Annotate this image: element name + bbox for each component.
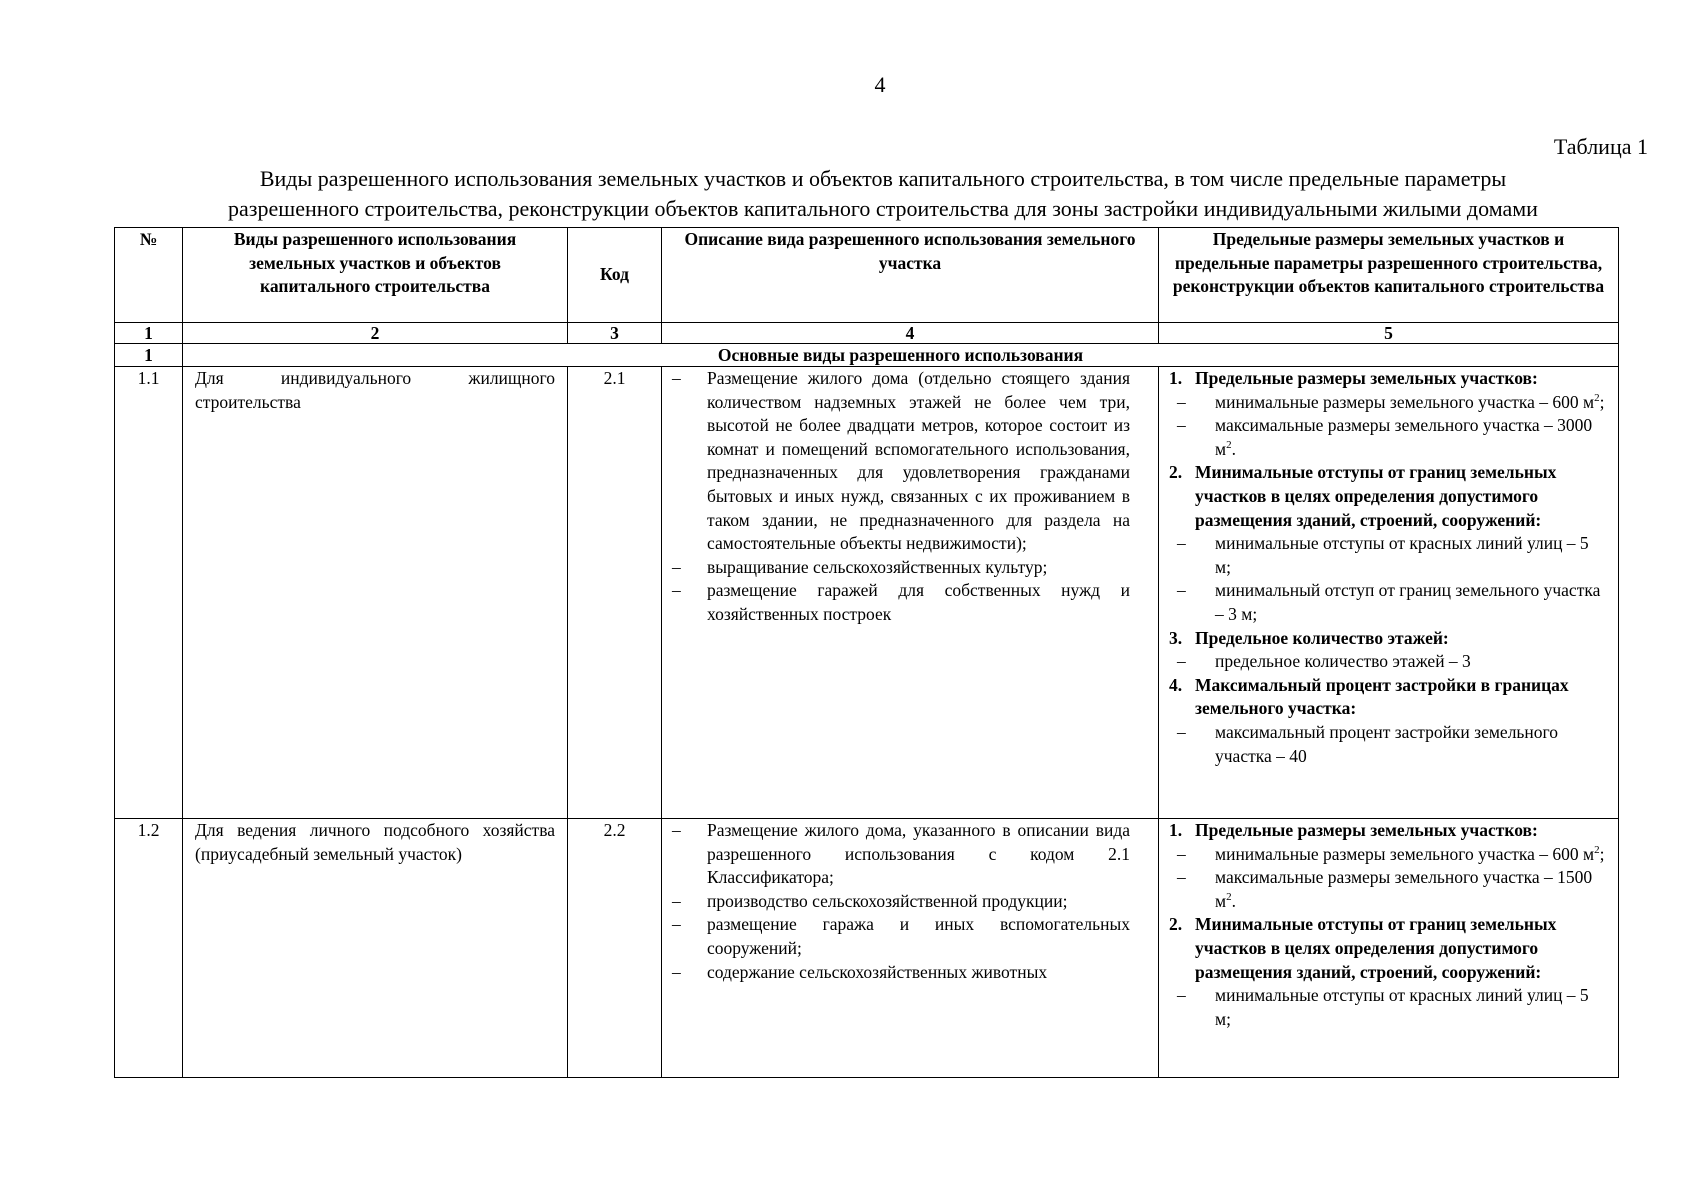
column-number: 1 bbox=[115, 323, 183, 344]
limits-item bbox=[1169, 721, 1612, 768]
dash-mark: – bbox=[672, 820, 681, 840]
header-description: Описание вида разрешенного использования земельного участка bbox=[662, 228, 1159, 323]
heading-number: 1. bbox=[1169, 820, 1183, 840]
dash-mark: – bbox=[1177, 985, 1186, 1006]
column-number-row bbox=[115, 323, 1619, 344]
table-label: Таблица 1 bbox=[1553, 134, 1648, 159]
limits-heading bbox=[1169, 367, 1612, 391]
header-num: № bbox=[115, 228, 183, 323]
table-header-row bbox=[115, 228, 1619, 323]
row-code: 2.1 bbox=[568, 367, 662, 819]
description-text: размещение гаражей для собственных нужд и хозяйственных построек bbox=[707, 580, 1130, 624]
dash-mark: – bbox=[672, 914, 681, 935]
section-row bbox=[115, 344, 1619, 367]
column-number: 4 bbox=[662, 323, 1159, 344]
column-number: 5 bbox=[1159, 323, 1619, 344]
column-number: 3 bbox=[568, 323, 662, 344]
heading-text: Предельные размеры земельных участков: bbox=[1195, 368, 1538, 388]
description-text: содержание сельскохозяйственных животных bbox=[707, 961, 1048, 982]
dash-mark: – bbox=[1177, 721, 1186, 742]
row-description bbox=[662, 819, 1159, 1078]
header-limits: Предельные размеры земельных участков и предельные параметры разрешенного строительства, реконструкции объектов капитального строительства bbox=[1159, 228, 1619, 323]
dash-mark: – bbox=[1177, 391, 1186, 412]
dash-mark: – bbox=[1177, 580, 1186, 601]
limits-list bbox=[1169, 819, 1612, 1031]
heading-text: Минимальные отступы от границ земельных участков в целях определения допустимого размещения зданий, строений, сооружений: bbox=[1195, 462, 1557, 530]
row-code: 2.2 bbox=[568, 819, 662, 1078]
limits-item bbox=[1169, 843, 1612, 867]
row-limits bbox=[1159, 367, 1619, 819]
table-row bbox=[115, 819, 1619, 1078]
list-item bbox=[666, 819, 1150, 890]
item-text: минимальные размеры земельного участка – 600 м bbox=[1215, 843, 1595, 864]
list-item bbox=[666, 890, 1150, 914]
row-kind: Для ведения личного подсобного хозяйства (приусадебный земельный участок) bbox=[183, 819, 568, 1078]
dash-mark: – bbox=[1177, 651, 1186, 672]
item-text: максимальные размеры земельного участка – 3000 м bbox=[1215, 415, 1593, 459]
heading-number: 2. bbox=[1169, 462, 1183, 483]
dash-mark: – bbox=[672, 368, 681, 388]
limits-heading bbox=[1169, 913, 1612, 984]
row-description bbox=[662, 367, 1159, 819]
item-text: минимальные отступы от красных линий улиц – 5 м; bbox=[1215, 533, 1589, 577]
dash-mark: – bbox=[1177, 867, 1186, 888]
dash-mark: – bbox=[1177, 415, 1186, 436]
limits-heading bbox=[1169, 819, 1612, 843]
list-item bbox=[666, 556, 1150, 580]
item-text: предельное количество этажей – 3 bbox=[1215, 651, 1471, 672]
punct: ; bbox=[1599, 843, 1605, 864]
dash-mark: – bbox=[1177, 843, 1186, 864]
item-text: максимальные размеры земельного участка – 1500 м bbox=[1215, 867, 1593, 911]
heading-text: Предельные размеры земельных участков: bbox=[1195, 820, 1538, 840]
title-line-1: Виды разрешенного использования земельных участков и объектов капитального строительства, в том числе предельные параметры bbox=[259, 166, 1507, 191]
heading-text: Минимальные отступы от границ земельных участков в целях определения допустимого размещения зданий, строений, сооружений: bbox=[1195, 914, 1557, 982]
punct: . bbox=[1231, 890, 1236, 911]
limits-item bbox=[1169, 579, 1612, 626]
section-title: Основные виды разрешенного использования bbox=[183, 344, 1619, 367]
dash-mark: – bbox=[672, 961, 681, 982]
title-line-2: разрешенного строительства, реконструкции объектов капитального строительства для зоны застройки индивидуальными жилыми домами bbox=[228, 196, 1538, 221]
item-text: минимальные размеры земельного участка – 600 м bbox=[1215, 391, 1595, 412]
land-use-table bbox=[114, 227, 1619, 1078]
superscript: 2 bbox=[1226, 438, 1232, 451]
description-text: размещение гаража и иных вспомогательных сооружений; bbox=[707, 914, 1130, 958]
document-title bbox=[118, 164, 1648, 224]
list-item bbox=[666, 961, 1150, 985]
limits-heading bbox=[1169, 627, 1612, 651]
punct: . bbox=[1231, 438, 1236, 459]
superscript: 2 bbox=[1594, 391, 1600, 404]
header-kinds: Виды разрешенного использования земельных участков и объектов капитального строительства bbox=[183, 228, 568, 323]
limits-item bbox=[1169, 532, 1612, 579]
limits-heading bbox=[1169, 674, 1612, 721]
punct: ; bbox=[1599, 391, 1605, 412]
description-text: производство сельскохозяйственной продукции; bbox=[707, 890, 1068, 911]
row-kind: Для индивидуального жилищного строительства bbox=[183, 367, 568, 819]
limits-item bbox=[1169, 984, 1612, 1031]
description-text: выращивание сельскохозяйственных культур; bbox=[707, 556, 1048, 577]
description-text: Размещение жилого дома (отдельно стоящего здания количеством надземных этажей не более чем три, высотой не более двадцати метров, которое состоит из комнат и помещений вспомогательного использования, предназначенных для удовлетворения гражданами бытовых и иных нужд, связанных с их проживанием в таком здании, не предназначенного для раздела на самостоятельные объекты недвижимости); bbox=[707, 368, 1130, 554]
heading-number: 4. bbox=[1169, 674, 1183, 695]
heading-number: 3. bbox=[1169, 627, 1183, 648]
heading-number: 2. bbox=[1169, 914, 1183, 935]
limits-item bbox=[1169, 414, 1612, 461]
dash-mark: – bbox=[672, 890, 681, 911]
limits-item bbox=[1169, 391, 1612, 415]
header-code: Код bbox=[568, 228, 662, 323]
column-number: 2 bbox=[183, 323, 568, 344]
row-number: 1.1 bbox=[115, 367, 183, 819]
item-text: минимальные отступы от красных линий улиц – 5 м; bbox=[1215, 985, 1589, 1029]
dash-mark: – bbox=[1177, 533, 1186, 554]
item-text: максимальный процент застройки земельного участка – 40 bbox=[1215, 721, 1559, 766]
description-list bbox=[666, 367, 1150, 627]
heading-text: Максимальный процент застройки в границах земельного участка: bbox=[1195, 674, 1569, 719]
superscript: 2 bbox=[1226, 890, 1232, 903]
list-item bbox=[666, 579, 1150, 626]
heading-text: Предельное количество этажей: bbox=[1195, 627, 1449, 648]
limits-heading bbox=[1169, 461, 1612, 532]
dash-mark: – bbox=[672, 556, 681, 577]
description-text: Размещение жилого дома, указанного в описании вида разрешенного использования с кодом 2.1 Классификатора; bbox=[707, 820, 1130, 888]
row-limits bbox=[1159, 819, 1619, 1078]
dash-mark: – bbox=[672, 580, 681, 601]
section-number: 1 bbox=[115, 344, 183, 367]
limits-list bbox=[1169, 367, 1612, 768]
description-list bbox=[666, 819, 1150, 984]
page-number: 4 bbox=[874, 72, 886, 97]
list-item bbox=[666, 913, 1150, 960]
list-item bbox=[666, 367, 1150, 556]
table-row bbox=[115, 367, 1619, 819]
superscript: 2 bbox=[1594, 843, 1600, 856]
limits-item bbox=[1169, 866, 1612, 913]
heading-number: 1. bbox=[1169, 368, 1183, 388]
limits-item bbox=[1169, 650, 1612, 674]
row-number: 1.2 bbox=[115, 819, 183, 1078]
item-text: минимальный отступ от границ земельного участка – 3 м; bbox=[1215, 580, 1601, 624]
